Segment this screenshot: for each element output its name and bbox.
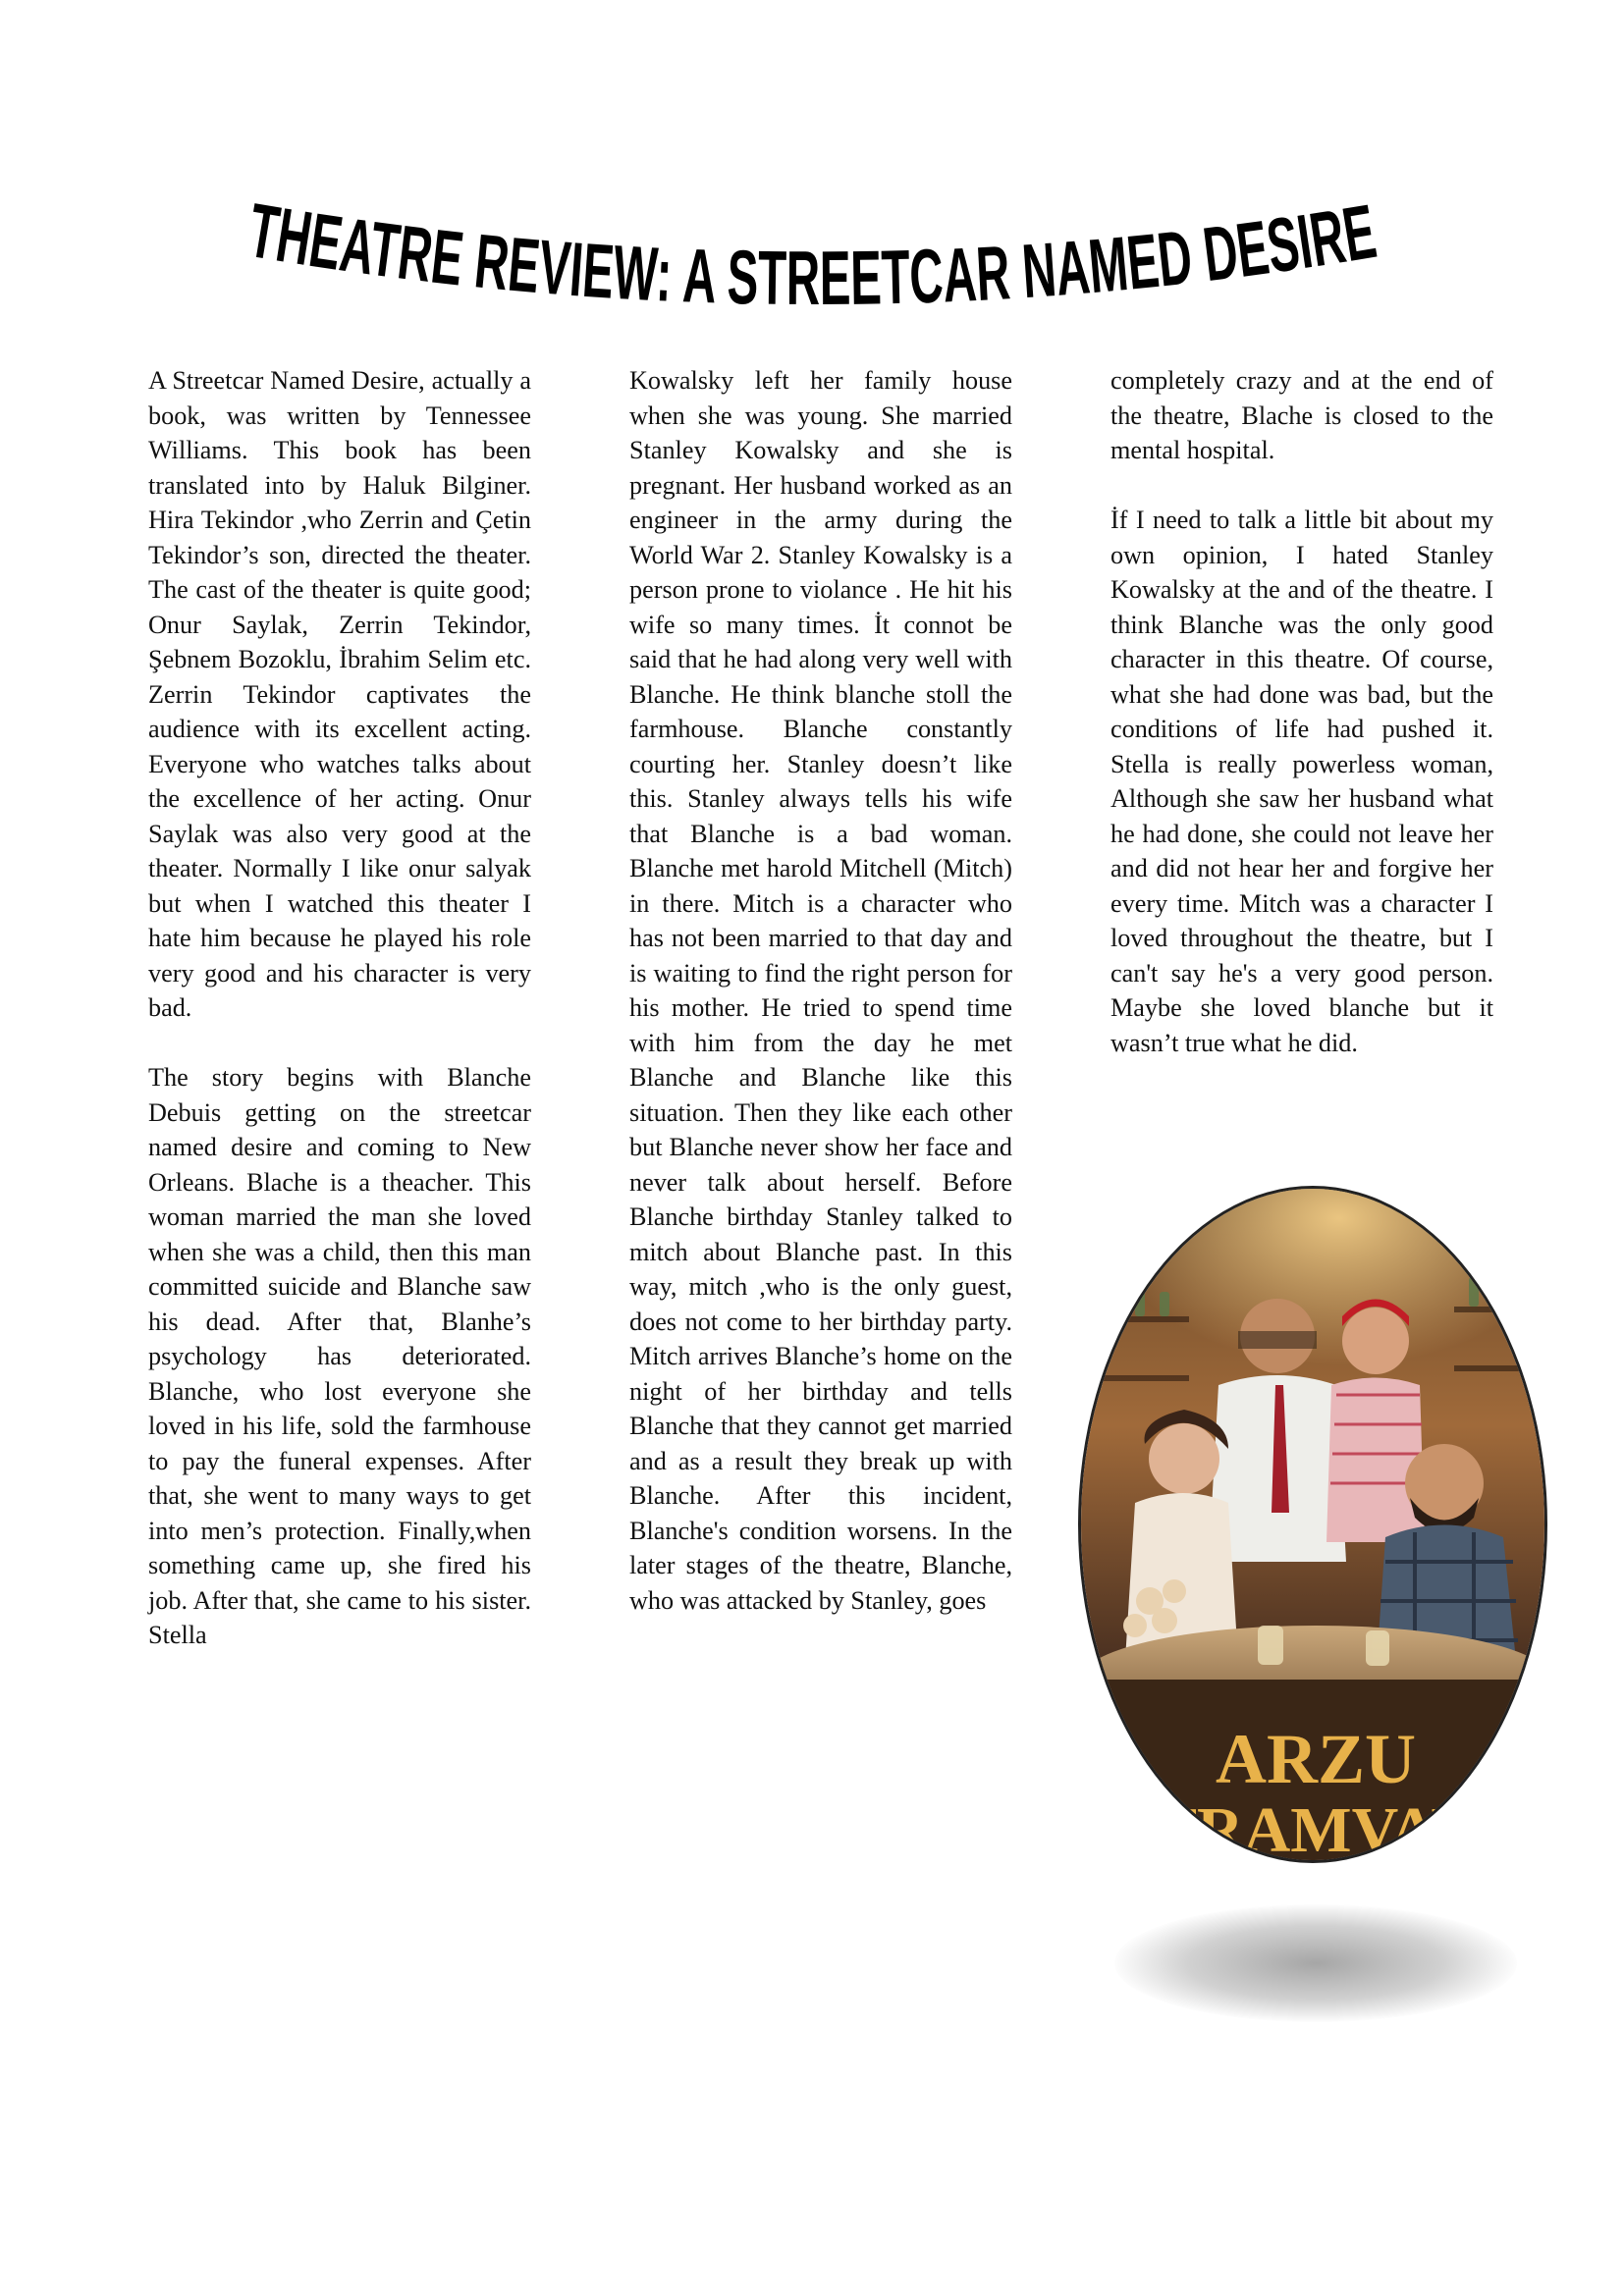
title-textpath: THEATRE REVIEW: A STREETCAR NAMED DESIRE <box>243 184 1402 322</box>
title-text <box>243 184 1402 322</box>
poster-illustration <box>1081 1189 1547 1863</box>
title-art <box>226 184 1404 363</box>
poster-photo <box>1078 1186 1547 1863</box>
page-title <box>226 184 1404 363</box>
article-column-1 <box>148 363 531 1687</box>
paragraph: İf I need to talk a little bit about my own opinion, I hated Stanley Kowalsky at the and of the theatre. I think Blanche was the only good character in this theatre. Of course, what she had done was bad, but the conditions of life had pushed it. Stella is really powerless woman, Although she saw her husband what he had done, she could not leave her and did not hear her and forgive her every time. Mitch was a character I loved throughout the theatre, but I can't say he's a very good person. Maybe she loved blanche but it wasn’t true what he did. <box>1110 506 1493 1057</box>
poster-oval <box>1078 1186 1547 1863</box>
photo-shadow <box>1114 1904 1517 2022</box>
paragraph: A Streetcar Named Desire, actually a book, was written by Tennessee Williams. This book has been translated into by Haluk Bilginer. Hira Tekindor ,who Zerrin and Çetin Tekindor’s son, directed the theater. The cast of the theater is quite good; Onur Saylak, Zerrin Tekindor, Şebnem Bozoklu, İbrahim Selim etc. Zerrin Tekindor captivates the audience with its excellent acting. Everyone who watches talks about the excellence of her acting. Onur Saylak was also very good at the theater. Normally I like onur salyak but when I watched this theater I hate him because he played his role very good and his character is very bad. <box>148 366 531 1022</box>
paragraph: completely crazy and at the end of the theatre, Blache is closed to the mental hospital. <box>1110 366 1493 464</box>
paragraph: Kowalsky left her family house when she was young. She married Stanley Kowalsky and she is pregnant. Her husband worked as an engineer in the army during the World War 2. Stanley Kowalsky is a person prone to violance . He hit his wife so many times. İt connot be said that he had along very well with Blanche. He think blanche stoll the farmhouse. Blanche constantly courting her. Stanley doesn’t like this. Stanley always tells his wife that Blanche is a bad woman. Blanche met harold Mitchell (Mitch) in there. Mitch is a character who has not been married to that day and is waiting to find the right person for his mother. He tried to spend time with him from the day he met Blanche and Blanche like this situation. Then they like each other but Blanche never show her face and never talk about herself. Before Blanche birthday Stanley talked to mitch about Blanche past. In this way, mitch ,who is the only guest, does not come to her birthday party. Mitch arrives Blanche’s home on the night of her birthday and tells Blanche that they cannot get married and as a result they break up with Blanche. After this incident, Blanche's condition worsens. In the later stages of the theatre, Blanche, who was attacked by Stanley, goes <box>629 366 1012 1615</box>
paragraph: The story begins with Blanche Debuis getting on the streetcar named desire and coming to New Orleans. Blache is a theacher. This woman married the man she loved when she was a child, then this man committed suicide and Blanche saw his dead. After that, Blanhe’s psychology has deteriorated. Blanche, who lost everyone she loved in his life, sold the farmhouse to pay the funeral expenses. After that, she went to many ways to get into men’s protection. Finally,when something came up, she fired his job. After that, she came to his sister. Stella <box>148 1063 531 1649</box>
article-column-2 <box>629 363 1012 1653</box>
poster-title-line-2: TRAMVAY <box>1153 1794 1479 1863</box>
poster-title-line-1: ARZU <box>1215 1720 1417 1798</box>
article-column-3 <box>1110 363 1493 1095</box>
